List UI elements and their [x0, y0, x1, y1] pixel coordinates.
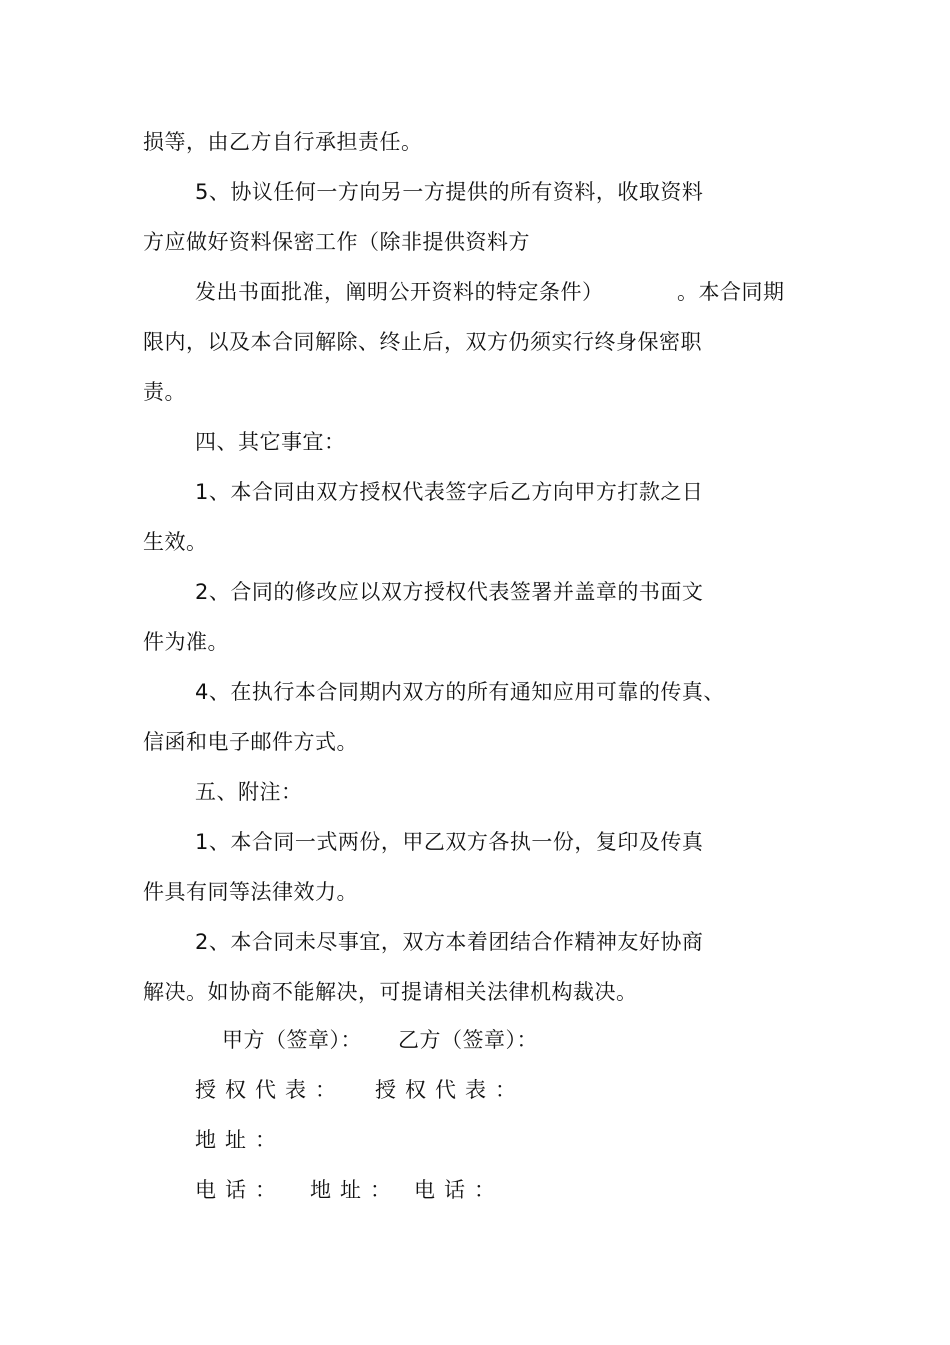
party-b-address-label: 地址：: [310, 1178, 400, 1202]
party-b-signature-label: 乙方（签章）：: [398, 1028, 538, 1052]
paragraph-line: 。本合同期: [677, 280, 785, 304]
clause-4-2-line: 2、合同的修改应以双方授权代表签署并盖章的书面文: [195, 580, 704, 604]
paragraph-line: 责。: [143, 380, 186, 404]
clause-5-2-line: 2、本合同未尽事宜，双方本着团结合作精神友好协商: [195, 930, 704, 954]
party-a-address-label: 地址：: [195, 1128, 285, 1152]
section-heading-other-matters: 四、其它事宜：: [195, 430, 346, 454]
paragraph-line: 件为准。: [143, 630, 229, 654]
clause-5-1-line: 1、本合同一式两份，甲乙双方各执一份，复印及传真: [195, 830, 704, 854]
clause-4-1-line: 1、本合同由双方授权代表签字后乙方向甲方打款之日: [195, 480, 704, 504]
party-a-representative-label: 授权代表：: [195, 1078, 345, 1102]
section-heading-notes: 五、附注：: [195, 780, 303, 804]
paragraph-line: 解决。如协商不能解决，可提请相关法律机构裁决。: [143, 980, 638, 1004]
party-a-signature-label: 甲方（签章）：: [222, 1028, 362, 1052]
paragraph-line: 生效。: [143, 530, 208, 554]
paragraph-line: 信函和电子邮件方式。: [143, 730, 358, 754]
paragraph-line: 限内，以及本合同解除、终止后，双方仍须实行终身保密职: [143, 330, 702, 354]
party-b-phone-label: 电话：: [414, 1178, 504, 1202]
paragraph-line: 发出书面批准，阐明公开资料的特定条件）: [195, 280, 604, 304]
party-a-phone-label: 电话：: [195, 1178, 285, 1202]
clause-4-4-line: 4、在执行本合同期内双方的所有通知应用可靠的传真、: [195, 680, 725, 704]
party-b-representative-label: 授权代表：: [375, 1078, 525, 1102]
clause-3-5-line: 5、协议任何一方向另一方提供的所有资料，收取资料: [195, 180, 704, 204]
paragraph-line: 件具有同等法律效力。: [143, 880, 358, 904]
paragraph-line: 损等，由乙方自行承担责任。: [143, 130, 423, 154]
paragraph-line: 方应做好资料保密工作（除非提供资料方: [143, 230, 530, 254]
